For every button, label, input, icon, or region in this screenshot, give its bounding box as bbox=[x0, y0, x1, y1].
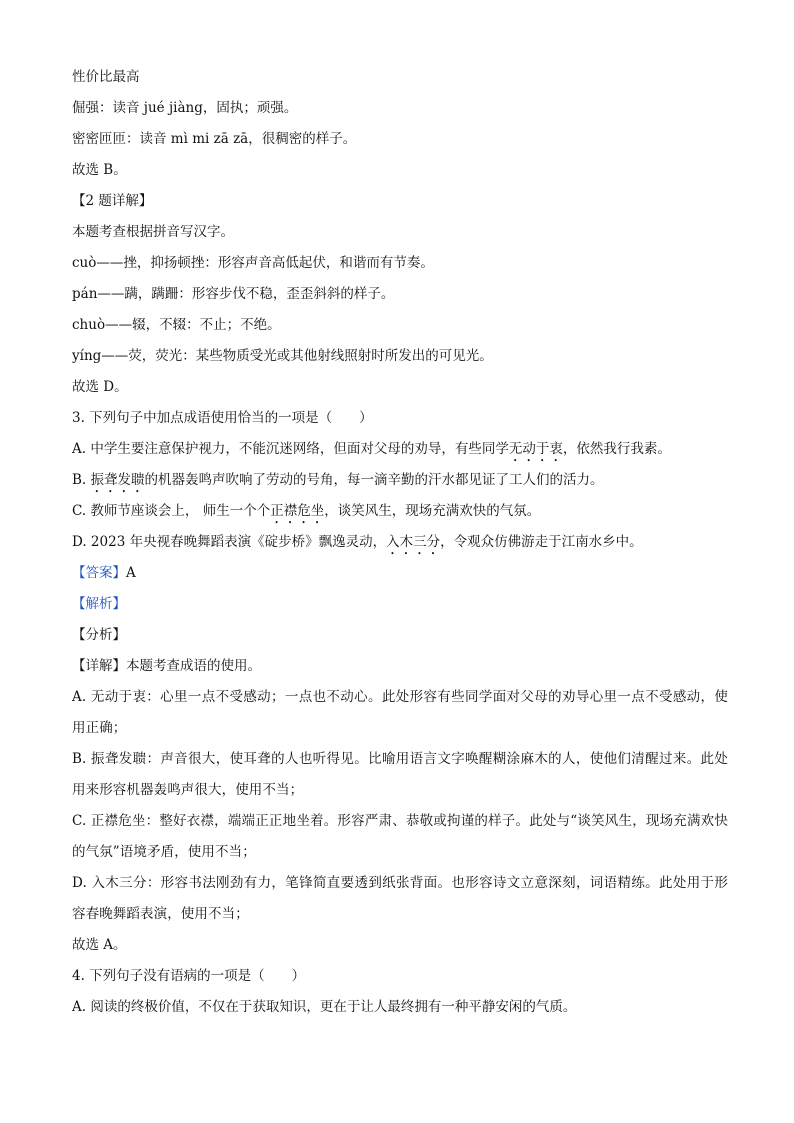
q2-item-chuo: chuò——辍，不辍：不止；不绝。 bbox=[72, 317, 281, 333]
dotted-idiom: 入木三分 bbox=[386, 534, 441, 550]
explanation-juejiang: 倔强：读音 jué jiàng，固执；顽强。 bbox=[72, 100, 298, 116]
q2-item-cuo: cuò——挫，抑扬顿挫：形容声音高低起伏，和谐而有节奏。 bbox=[72, 255, 434, 271]
q3-explain-b: B. 振聋发聩：声音很大，使耳聋的人也听得见。比喻用语言文字唤醒糊涂麻木的人，使他们清醒过来。此处用来形容机器轰鸣声很大，使用不当； bbox=[72, 751, 728, 798]
q2-item-pan: pán——蹒，蹒跚：形容步伐不稳，歪歪斜斜的样子。 bbox=[72, 286, 395, 302]
option-text: C. 教师节座谈会上， 师生一个个 bbox=[72, 503, 271, 519]
option-text: A. 中学生要注意保护视力，不能沉迷网络，但面对父母的劝导，有些同学 bbox=[72, 441, 509, 457]
dotted-idiom: 振聋发聩 bbox=[90, 472, 145, 488]
choose-answer-b: 故选 B。 bbox=[72, 162, 127, 178]
choose-answer-a: 故选 A。 bbox=[72, 937, 127, 953]
detail-label: 【详解】 bbox=[72, 658, 126, 674]
q3-explain-a: A. 无动于衷：心里一点不受感动；一点也不动心。此处形容有些同学面对父母的劝导心里一点不受感动，使用正确； bbox=[72, 689, 728, 736]
answer-label: 【答案】 bbox=[72, 565, 126, 581]
text-line: 性价比最高 bbox=[72, 69, 140, 85]
option-text: ，谈笑风生，现场充满欢快的气氛。 bbox=[324, 503, 541, 519]
q3-option-b bbox=[72, 465, 728, 496]
detail-intro: 本题考查成语的使用。 bbox=[126, 658, 261, 674]
choose-answer-d: 故选 D。 bbox=[72, 379, 128, 395]
q3-explain-c: C. 正襟危坐：整好衣襟，端端正正地坐着。形容严肃、恭敬或拘谨的样子。此处与“谈笑风生，现场充满欢快的气氛”语境矛盾，使用不当； bbox=[72, 813, 728, 860]
option-text: ，依然我行我素。 bbox=[562, 441, 671, 457]
dotted-idiom: 无动于衷 bbox=[508, 441, 563, 457]
dotted-idiom: 正襟危坐 bbox=[270, 503, 325, 519]
q3-analysis-label: 【解析】 bbox=[72, 596, 126, 612]
q4-stem: 4. 下列句子没有语病的一项是（ ） bbox=[72, 968, 306, 984]
q2-detail-header: 【2 题详解】 bbox=[72, 193, 153, 209]
option-text: B. bbox=[72, 472, 91, 488]
q3-option-a bbox=[72, 434, 728, 465]
option-text: 的机器轰鸣声吹响了劳动的号角，每一滴辛勤的汗水都见证了工人们的活力。 bbox=[144, 472, 604, 488]
q4-option-a: A. 阅读的终极价值，不仅在于获取知识，更在于让人最终拥有一种平静安闲的气质。 bbox=[72, 999, 577, 1015]
q2-intro: 本题考查根据拼音写汉字。 bbox=[72, 224, 234, 240]
document-page bbox=[72, 62, 728, 1023]
q2-item-ying: yíng——荧，荧光：某些物质受光或其他射线照射时所发出的可见光。 bbox=[72, 348, 493, 364]
q3-detail bbox=[72, 651, 728, 682]
explanation-mimizaza: 密密匝匝：读音 mì mi zā zā，很稠密的样子。 bbox=[72, 131, 357, 147]
q3-stem: 3. 下列句子中加点成语使用恰当的一项是（ ） bbox=[72, 410, 373, 426]
option-text: D. 2023 年央视春晚舞蹈表演《碇步桥》飘逸灵动， bbox=[72, 534, 387, 550]
q3-answer bbox=[72, 558, 728, 589]
option-text: ，令观众仿佛游走于江南水乡中。 bbox=[440, 534, 643, 550]
q3-fenxi-label: 【分析】 bbox=[72, 627, 126, 643]
q3-option-d bbox=[72, 527, 728, 558]
q3-option-c bbox=[72, 496, 728, 527]
answer-value: A bbox=[126, 565, 136, 581]
q3-explain-d: D. 入木三分：形容书法刚劲有力，笔锋简直要透到纸张背面。也形容诗文立意深刻，词语精练。此处用于形容春晚舞蹈表演，使用不当； bbox=[72, 875, 728, 922]
